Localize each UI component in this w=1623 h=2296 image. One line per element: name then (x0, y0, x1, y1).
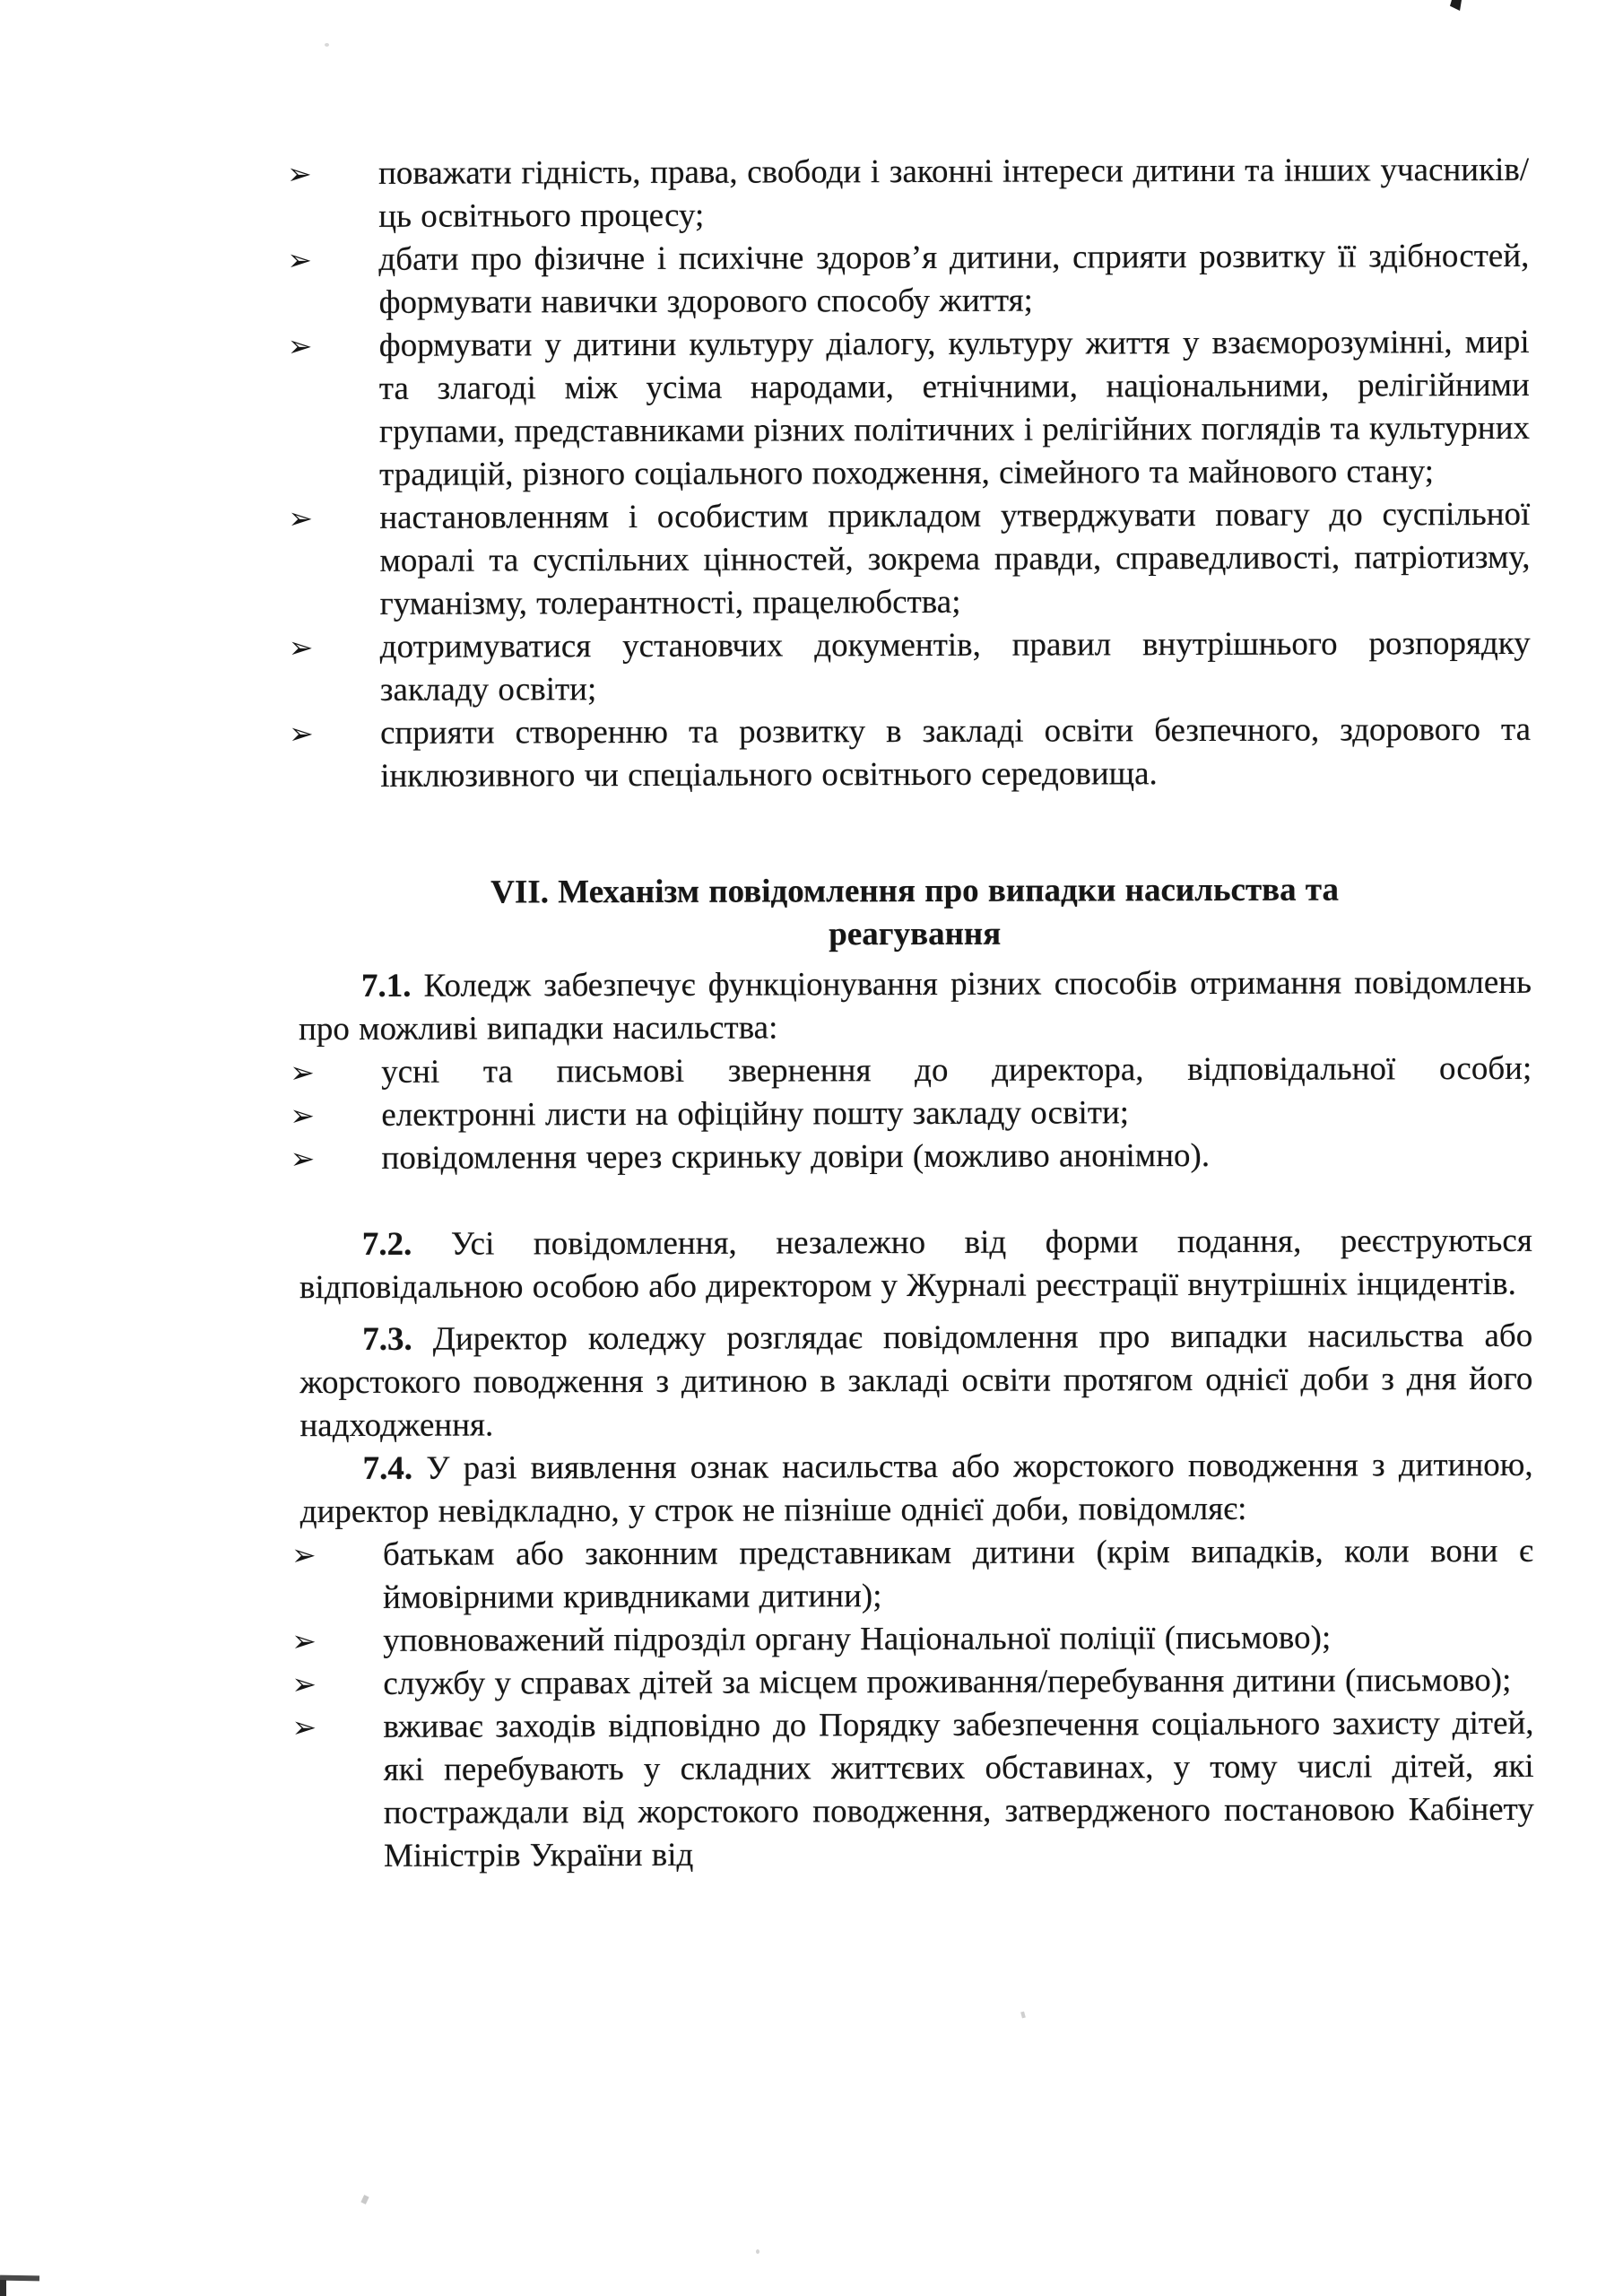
list-item (288, 709, 1532, 798)
list-item-text: службу у справах дітей за місцем проживання/перебування дитини (письмово); (383, 1661, 1512, 1702)
list-item (288, 493, 1531, 626)
list-item (287, 149, 1530, 239)
arrow-bullet-icon: ➢ (290, 1141, 316, 1177)
arrow-bullet-icon: ➢ (291, 1666, 317, 1702)
scan-artifact (1450, 0, 1462, 11)
paragraph-7-4 (300, 1444, 1533, 1534)
paragraph-number: 7.4. (362, 1449, 413, 1487)
scan-artifact (0, 2280, 6, 2296)
section-heading-line2: реагування (829, 915, 1002, 953)
list-item-text: повідомлення через скриньку довіри (можливо анонімно). (381, 1136, 1211, 1177)
arrow-bullet-icon: ➢ (291, 1709, 317, 1745)
list-item-text: уповноважений підрозділ органу Національної поліції (письмово); (383, 1619, 1332, 1659)
paragraph-7-3 (299, 1315, 1532, 1448)
list-item (287, 321, 1531, 497)
list-item (287, 235, 1530, 325)
list-item-text: електронні листи на офіційну пошту закладу освіти; (381, 1094, 1130, 1134)
paragraph-number: 7.3. (362, 1320, 412, 1358)
list-item-text: вживає заходів відповідно до Порядку забезпечення соціального захисту дітей, які перебувають у складних життєвих обставинах, у тому числі дітей, які постраждали від жорстокого поводження, затвердженого постановою Кабінету Міністрів України від (383, 1704, 1534, 1874)
list-item (291, 1530, 1533, 1620)
list-item-text: батькам або законним представникам дитини (крім випадків, коли вони є ймовірними кривдниками дитини); (382, 1532, 1533, 1616)
arrow-bullet-icon: ➢ (291, 1537, 317, 1573)
list-item (291, 1659, 1533, 1706)
arrow-bullet-icon: ➢ (287, 328, 313, 364)
list-item-text: сприяти створенню та розвитку в закладі освіти безпечного, здорового та інклюзивного чи спеціального освітнього середовища. (379, 710, 1532, 795)
scan-artifact (325, 43, 329, 47)
arrow-bullet-icon: ➢ (288, 716, 314, 752)
list-item-text: усні та письмові звернення до директора, відповідальної особи; (381, 1049, 1532, 1091)
document-content (287, 149, 1534, 1878)
paragraph-text: Коледж забезпечує функціонування різних способів отримання повідомлень про можливі випадки насильства: (299, 963, 1532, 1048)
paragraph-7-2 (299, 1220, 1532, 1309)
list-item (290, 1048, 1532, 1094)
arrow-bullet-icon: ➢ (288, 500, 314, 536)
arrow-bullet-icon: ➢ (290, 1055, 315, 1091)
paragraph-text: У разі виявлення ознак насильства або жорстокого поводження з дитиною, директор невідкладно, у строк не пізніше однієї доби, повідомляє: (299, 1446, 1533, 1531)
arrow-bullet-icon: ➢ (287, 156, 312, 192)
paragraph-7-1 (299, 961, 1532, 1051)
section-heading (299, 868, 1532, 958)
list-item (291, 1702, 1534, 1878)
report-channels-list (290, 1048, 1532, 1180)
list-item (288, 622, 1531, 712)
duties-list (287, 149, 1532, 798)
paragraph-number: 7.1. (360, 967, 412, 1004)
arrow-bullet-icon: ➢ (291, 1623, 317, 1659)
list-item-text: дбати про фізичне і психічне здоров’я дитини, сприяти розвитку її здібностей, формувати навички здорового способу життя; (378, 237, 1530, 321)
list-item (291, 1616, 1533, 1663)
list-item-text: поважати гідність, права, свободи і законні інтереси дитини та інших учасників/ць освітнього процесу; (378, 151, 1530, 235)
scan-artifact (756, 2249, 759, 2254)
arrow-bullet-icon: ➢ (290, 1098, 316, 1134)
list-item-text: формувати у дитини культуру діалогу, культуру життя у взаєморозумінні, мирі та злагоді між усіма народами, етнічними, національними, релігійними групами, представниками різних політичних і релігійних поглядів та культурних традицій, різного соціального походження, сімейного та майнового стану; (378, 323, 1531, 493)
paragraph-text: Директор коледжу розглядає повідомлення про випадки насильства або жорстокого поводження з дитиною в закладі освіти протягом однієї доби з дня його надходження. (299, 1317, 1533, 1445)
paragraph-number: 7.2. (361, 1225, 412, 1263)
arrow-bullet-icon: ➢ (287, 242, 313, 278)
scan-artifact (1020, 2012, 1026, 2019)
list-item-text: настановленням і особистим прикладом утверджувати повагу до суспільної моралі та суспільних цінностей, зокрема правди, справедливості, патріотизму, гуманізму, толерантності, працелюбства; (379, 495, 1531, 622)
paragraph-text: Усі повідомлення, незалежно від форми подання, реєструються відповідальною особою або директором у Журналі реєстрації внутрішніх інцидентів. (299, 1222, 1532, 1307)
arrow-bullet-icon: ➢ (288, 630, 314, 665)
list-item (290, 1091, 1532, 1137)
section-heading-line1: VII. Механізм повідомлення про випадки насильства та (490, 871, 1340, 911)
list-item-text: дотримуватися установчих документів, правил внутрішнього розпорядку закладу освіти; (379, 624, 1531, 709)
list-item (290, 1134, 1532, 1180)
notification-recipients-list (291, 1530, 1534, 1878)
scan-artifact (360, 2195, 369, 2205)
